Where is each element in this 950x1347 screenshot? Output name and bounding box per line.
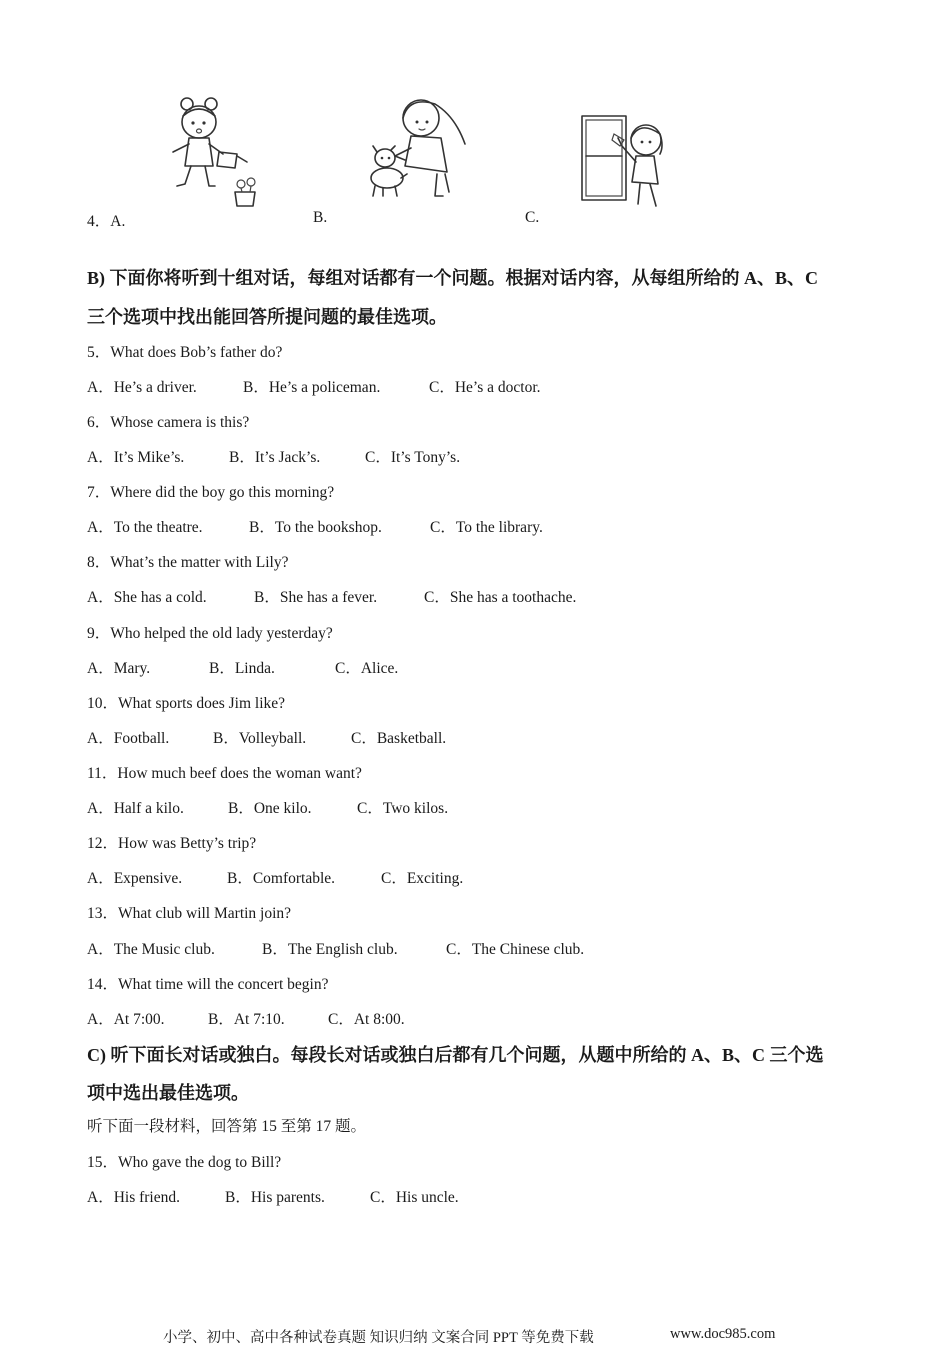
question-11-option-b: B．One kilo. (228, 800, 312, 817)
woman-feeding-dog-picture (365, 96, 475, 200)
question-4-option-b-label: B. (313, 209, 328, 226)
question-14-option-b: B．At 7:10. (208, 1011, 285, 1028)
question-15-option-b: B．His parents. (225, 1189, 325, 1206)
footer-link[interactable]: www.doc985.com (670, 1326, 776, 1342)
question-8-option-b: B．She has a fever. (254, 589, 378, 606)
question-13-option-a: A．The Music club. (87, 941, 215, 958)
question-12-text: 12．How was Betty’s trip? (87, 835, 257, 852)
question-4-option-c-label: C. (525, 209, 540, 226)
question-9-option-b: B．Linda. (209, 660, 275, 677)
question-15-option-a: A．His friend. (87, 1189, 180, 1206)
question-9-text: 9．Who helped the old lady yesterday? (87, 625, 333, 642)
question-7-option-c: C．To the library. (430, 519, 543, 536)
question-11-option-a: A．Half a kilo. (87, 800, 184, 817)
question-6-option-c: C．It’s Tony’s. (365, 449, 461, 466)
question-7-option-a: A．To the theatre. (87, 519, 203, 536)
section-b-heading-line-2: 三个选项中找出能回答所提问题的最佳选项。 (87, 307, 447, 327)
question-12-option-b: B．Comfortable. (227, 870, 336, 887)
question-7-option-b: B．To the bookshop. (249, 519, 382, 536)
question-8-option-a: A．She has a cold. (87, 589, 207, 606)
question-10-option-c: C．Basketball. (351, 730, 447, 747)
question-12-option-a: A．Expensive. (87, 870, 183, 887)
question-10-text: 10．What sports does Jim like? (87, 695, 286, 712)
question-4-number: 4．A. (87, 213, 126, 230)
question-13-option-c: C．The Chinese club. (446, 941, 585, 958)
question-9-option-c: C．Alice. (335, 660, 399, 677)
question-6-option-a: A．It’s Mike’s. (87, 449, 185, 466)
question-6-text: 6．Whose camera is this? (87, 414, 250, 431)
question-13-option-b: B．The English club. (262, 941, 398, 958)
question-14-option-c: C．At 8:00. (328, 1011, 405, 1028)
question-5-option-a: A．He’s a driver. (87, 379, 197, 396)
girl-cleaning-window-picture (580, 112, 676, 210)
question-6-option-b: B．It’s Jack’s. (229, 449, 321, 466)
question-8-text: 8．What’s the matter with Lily? (87, 554, 289, 571)
question-11-option-c: C．Two kilos. (357, 800, 449, 817)
section-c-heading-line-2: 项中选出最佳选项。 (87, 1083, 249, 1103)
girl-watering-flowers-picture (165, 96, 265, 208)
question-10-option-a: A．Football. (87, 730, 170, 747)
question-13-text: 13．What club will Martin join? (87, 905, 292, 922)
section-b-heading-line-1: B) 下面你将听到十组对话，每组对话都有一个问题。根据对话内容，从每组所给的 A、B、C (87, 268, 818, 288)
question-5-option-c: C．He’s a doctor. (429, 379, 541, 396)
section-c-instruction: 听下面一段材料，回答第 15 至第 17 题。 (87, 1118, 367, 1135)
question-14-text: 14．What time will the concert begin? (87, 976, 329, 993)
question-15-text: 15．Who gave the dog to Bill? (87, 1154, 282, 1171)
question-7-text: 7．Where did the boy go this morning? (87, 484, 335, 501)
question-8-option-c: C．She has a toothache. (424, 589, 577, 606)
question-11-text: 11．How much beef does the woman want? (87, 765, 362, 782)
question-5-text: 5．What does Bob’s father do? (87, 344, 283, 361)
question-9-option-a: A．Mary. (87, 660, 151, 677)
question-5-option-b: B．He’s a policeman. (243, 379, 381, 396)
section-c-heading-line-1: C) 听下面长对话或独白。每段长对话或独白后都有几个问题，从题中所给的 A、B、C 三个选 (87, 1045, 824, 1065)
question-15-option-c: C．His uncle. (370, 1189, 459, 1206)
question-10-option-b: B．Volleyball. (213, 730, 307, 747)
question-14-option-a: A．At 7:00. (87, 1011, 165, 1028)
question-12-option-c: C．Exciting. (381, 870, 464, 887)
footer-text: 小学、初中、高中各种试卷真题 知识归纳 文案合同 PPT 等免费下载 (163, 1330, 594, 1346)
